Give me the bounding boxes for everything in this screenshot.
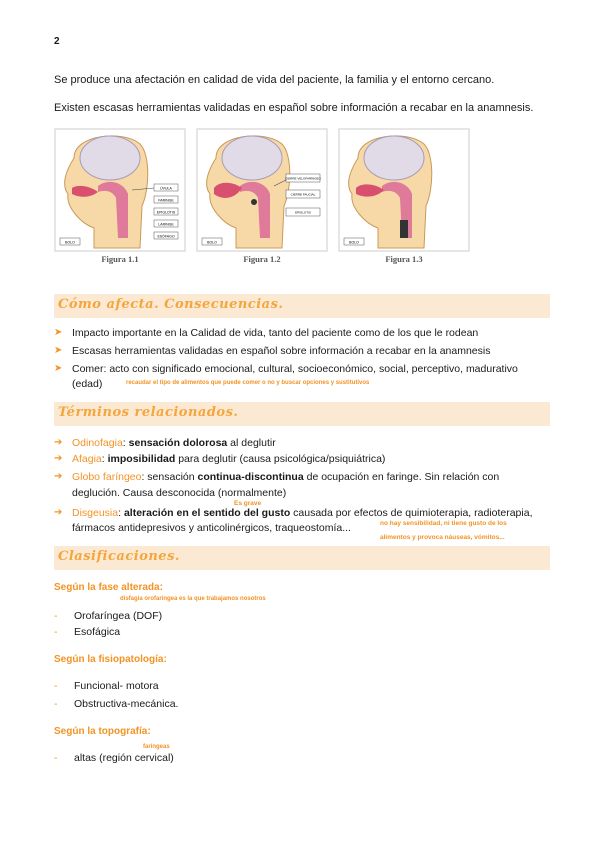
- subheading-fase: Según la fase alterada:: [54, 582, 163, 593]
- figure-label: CIERRE VELOFARÍNGEO: [285, 176, 321, 181]
- term-continuation: deglución. Causa desconocida (normalmente): [72, 487, 287, 499]
- intro-paragraph: Se produce una afectación en calidad de vida del paciente, la familia y el entorno cercano.: [54, 74, 495, 86]
- dash-bullet-icon: -: [54, 610, 58, 622]
- page-number: 2: [54, 36, 60, 47]
- intro-paragraph: Existen escasas herramientas validadas en español sobre información a recabar en la anamnesis.: [54, 102, 534, 114]
- handwritten-note: faríngeas: [143, 744, 170, 750]
- section-heading-clasificaciones: [54, 546, 550, 570]
- handwritten-note: Es grave: [234, 500, 262, 507]
- figure-label: BOLO: [65, 240, 75, 245]
- subheading-fisiopatologia: Según la fisiopatología:: [54, 654, 167, 665]
- subheading-topografia: Según la topografía:: [54, 726, 151, 737]
- figure-caption: Figura 1.3: [385, 254, 423, 264]
- right-arrow-bullet-icon: ➔: [54, 507, 63, 518]
- figure-label: EPIGLOTIS: [295, 210, 311, 215]
- head-anatomy-illustration: [54, 128, 186, 252]
- bullet-continuation: (edad): [72, 378, 103, 390]
- figure-label: ÚVULA: [160, 186, 172, 191]
- term-continuation: fármacos antidepresivos y anticolinérgicos, traqueostomía...: [72, 522, 351, 534]
- handwritten-note: no hay sensibilidad, ni tiene gusto de los: [380, 520, 507, 527]
- figure-label: CIERRE FAUCIAL: [290, 192, 316, 197]
- figure-label: EPIGLOTIS: [156, 210, 176, 215]
- handwritten-note: recaudar el tipo de alimentos que puede comer o no y buscar opciones y sustitutivos: [126, 380, 370, 386]
- figure-label: BOLO: [349, 240, 359, 245]
- right-arrow-bullet-icon: ➔: [54, 453, 63, 464]
- figure-caption: Figura 1.2: [243, 254, 281, 264]
- dash-bullet-icon: -: [54, 626, 58, 638]
- figure-label: LARINGE: [158, 222, 174, 227]
- figure-1-1: [54, 128, 186, 264]
- handwritten-note: alimentos y provoca náuseas, vómitos...: [380, 534, 505, 541]
- figure-label: ESÓFAGO: [157, 234, 175, 239]
- figure-label: FARINGE: [158, 198, 174, 203]
- handwritten-note: disfagia orofaríngea es la que trabajamos nosotros: [120, 596, 266, 602]
- head-anatomy-illustration: [338, 128, 470, 252]
- figure-1-2: [196, 128, 328, 264]
- section-title: Cómo afecta. Consecuencias.: [58, 297, 284, 312]
- figure-label: BOLO: [207, 240, 217, 245]
- figure-row: [54, 128, 494, 278]
- section-heading-consecuencias: [54, 294, 550, 318]
- dash-bullet-icon: -: [54, 680, 58, 692]
- dash-bullet-icon: -: [54, 752, 58, 764]
- section-title: Clasificaciones.: [58, 549, 180, 564]
- arrowhead-bullet-icon: ➤: [54, 363, 63, 374]
- figure-caption: Figura 1.1: [101, 254, 139, 264]
- right-arrow-bullet-icon: ➔: [54, 437, 63, 448]
- dash-bullet-icon: -: [54, 698, 58, 710]
- arrowhead-bullet-icon: ➤: [54, 345, 63, 356]
- section-heading-terminos: [54, 402, 550, 426]
- arrowhead-bullet-icon: ➤: [54, 327, 63, 338]
- right-arrow-bullet-icon: ➔: [54, 471, 63, 482]
- section-title: Términos relacionados.: [58, 405, 239, 420]
- figure-1-3: [338, 128, 470, 264]
- head-anatomy-illustration: [196, 128, 328, 252]
